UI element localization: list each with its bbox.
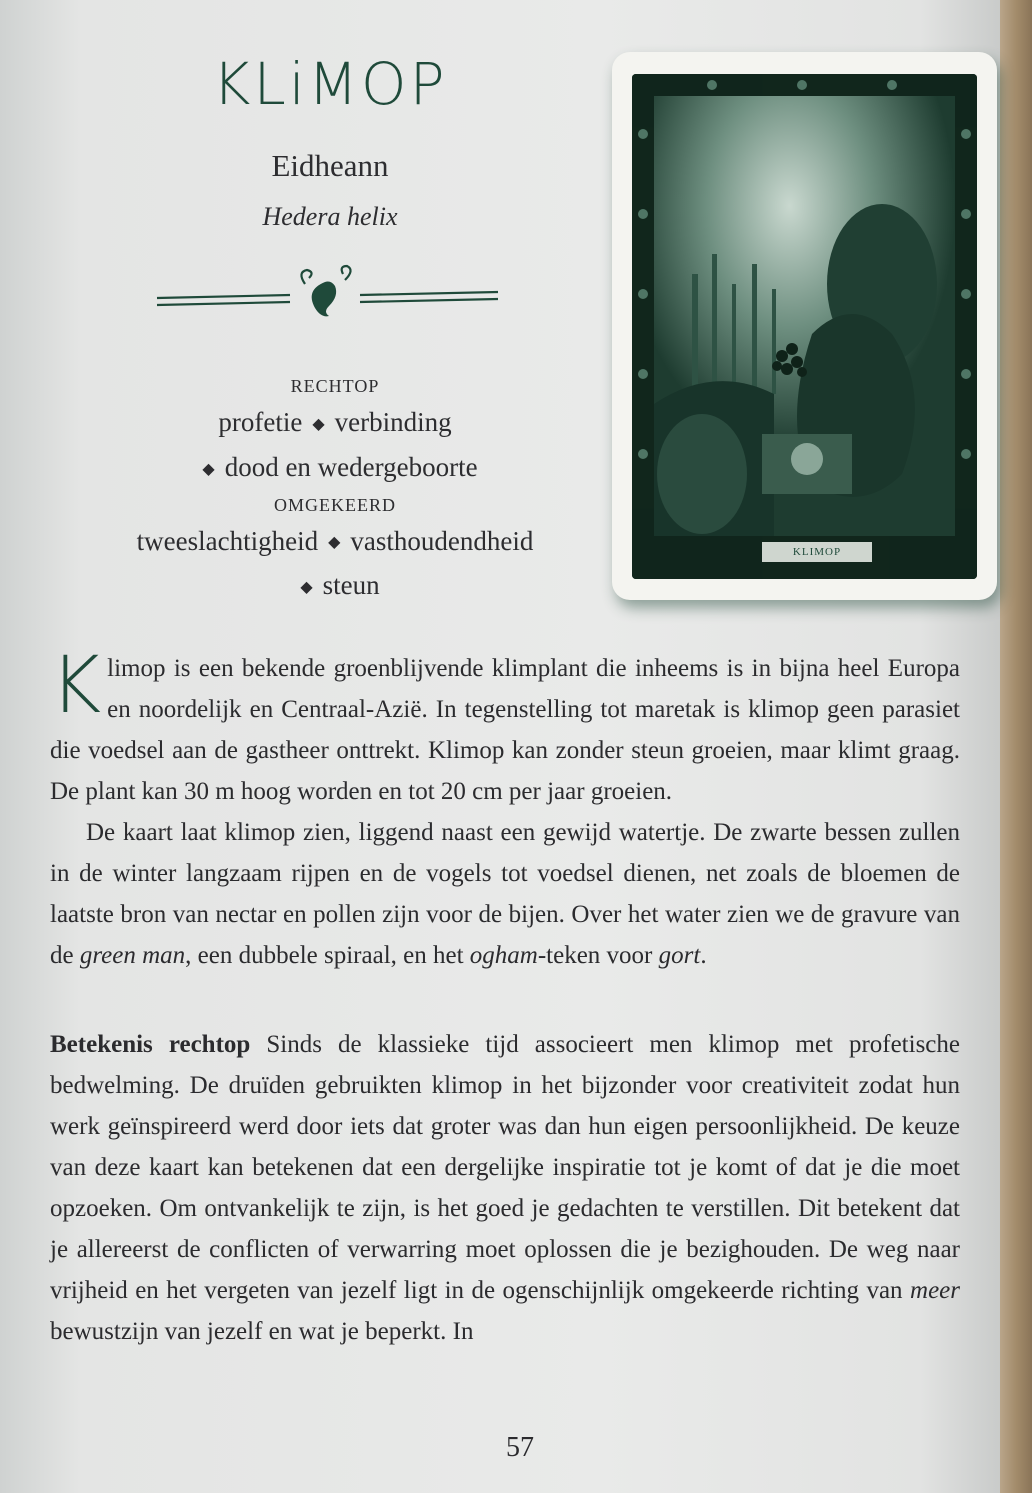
card-label: KLIMOP	[762, 542, 872, 562]
upright-keywords-line-2	[100, 446, 570, 491]
meaning-paragraph: Betekenis rechtop Sinds de klassieke tijd associeert men klimop met profetische bedwelming. De druïden gebruikten klimop in het bijzonder voor creativiteit zodat hun werk geïnspireerd werd door iets dat groter was dan hun eigen persoonlijkheid. De keuze van deze kaart kan betekenen dat een dergelijke inspiratie tot je komt of dat je die moet opzoeken. Om ontvankelijk te zijn, is het goed je gedachten te verstillen. Dit betekent dat je allereerst de conflicten of verwarring moet oplossen die je bezighouden. De weg naar vrijheid en het vergeten van jezelf ligt in de ogenschijnlijk omgekeerde richting van meer bewustzijn van jezelf en wat je beperkt. In	[50, 1031, 960, 1345]
drop-cap: K	[50, 641, 102, 731]
keyword: profetie	[218, 407, 303, 437]
upright-heading: RECHTOP	[290, 376, 380, 396]
intro-text	[50, 641, 960, 976]
upright-keywords-line-1	[100, 401, 570, 446]
page-number: 57	[506, 1432, 534, 1463]
reversed-keywords-line-1	[100, 520, 570, 565]
bullet-diamond-icon: ◆	[300, 579, 313, 597]
reversed-keywords-line-2	[100, 564, 570, 609]
intro-paragraph-2: De kaart laat klimop zien, liggend naast een gewijd watertje. De zwarte bessen zullen in de winter langzaam rijpen en de vogels tot voedsel dienen, net zoals de bloemen de laatste bron van nectar en pollen zijn voor de bijen. Over het water zien we de gravure van de green man, een dubbele spiraal, en het ogham-teken voor gort.	[50, 819, 960, 969]
book-edge	[1000, 0, 1032, 1493]
latin-name: Hedera helix	[262, 202, 398, 231]
meaning-upright-section	[50, 1024, 960, 1352]
irish-name: Eidheann	[271, 148, 389, 183]
reversed-heading: OMGEKEERD	[274, 494, 396, 515]
bullet-diamond-icon: ◆	[202, 460, 215, 478]
ivy-engraving-image	[632, 74, 977, 579]
keyword: dood en wedergeboorte	[224, 451, 478, 482]
keyword: tweeslachtigheid	[136, 525, 319, 556]
keyword: vasthoudendheid	[350, 525, 534, 556]
bullet-diamond-icon: ◆	[328, 534, 341, 552]
bullet-diamond-icon: ◆	[312, 415, 325, 433]
keyword: verbinding	[334, 407, 452, 437]
page-title: KLiMOP	[212, 50, 448, 118]
leaf-ornament-divider	[155, 262, 500, 322]
keywords-block	[100, 372, 570, 609]
meaning-heading: Betekenis rechtop	[50, 1031, 251, 1058]
intro-paragraph-1: limop is een bekende groenblijvende klimplant die inheems is in bijna heel Europa en noordelijk en Centraal-Azië. In tegenstelling tot maretak is klimop geen parasiet die voedsel aan de gastheer onttrekt. Klimop kan zonder steun groeien, maar klimt graag. De plant kan 30 m hoog worden en tot 20 cm per jaar groeien.	[50, 655, 960, 805]
ivy-card-illustration	[612, 52, 997, 600]
keyword: steun	[322, 570, 380, 601]
